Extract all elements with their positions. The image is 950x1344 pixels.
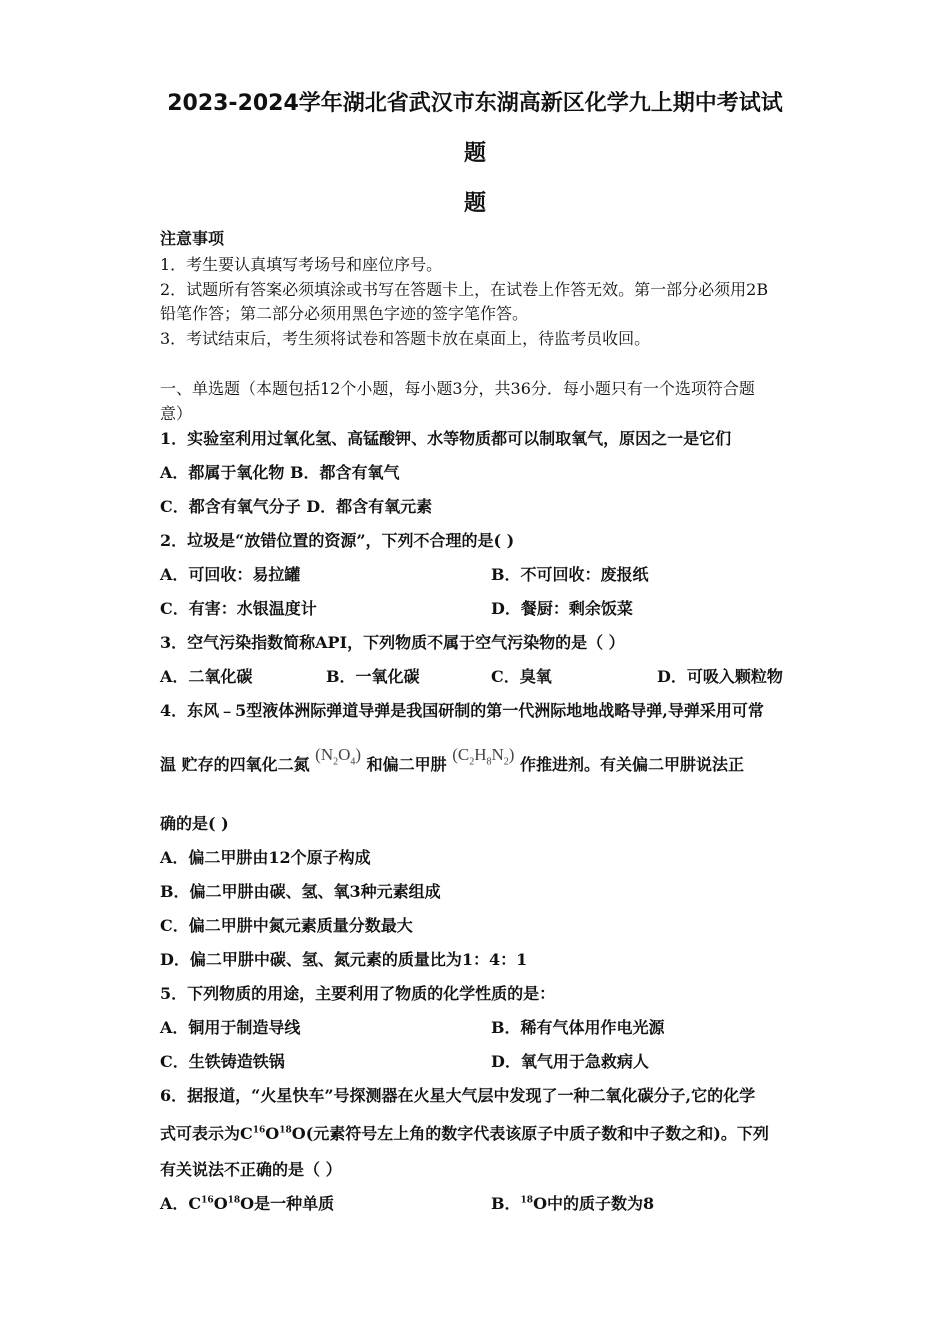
question-6-option-a-suffix: 是一种单质 xyxy=(254,1194,335,1213)
question-3-stem: 3．空气污染指数简称API，下列物质不属于空气污染物的是（ ） xyxy=(160,633,625,652)
question-6-stem-line-3: 有关说法不正确的是（ ） xyxy=(160,1160,342,1179)
question-4-option-b: B．偏二甲肼由碳、氢、氧3种元素组成 xyxy=(160,882,441,901)
question-2-option-a: A．可回收：易拉罐 xyxy=(160,565,301,584)
question-5-option-d: D．氧气用于急救病人 xyxy=(491,1052,649,1071)
question-3-option-c: C．臭氧 xyxy=(491,667,552,686)
question-4-text-a: 温 贮存的四氧化二氮 xyxy=(160,755,310,774)
question-2-option-d: D．餐厨：剩余饭菜 xyxy=(491,599,633,618)
section-heading-cont: 意） xyxy=(160,404,193,423)
question-4-option-d: D．偏二甲肼中碳、氢、氮元素的质量比为1：4：1 xyxy=(160,950,528,969)
question-6-text-b: (元素符号左上角的数字代表该原子中质子数和中子数之和)。下列 xyxy=(305,1124,769,1143)
exam-title-line-3: 题 xyxy=(463,191,486,216)
question-1-options-ab: A．都属于氧化物 B．都含有氧气 xyxy=(160,463,400,482)
question-5-stem: 5．下列物质的用途，主要利用了物质的化学性质的是： xyxy=(160,984,556,1003)
formula-co2-isotope: $C^{16}O^{18}O$ xyxy=(240,1124,306,1143)
question-2-option-b: B．不可回收：废报纸 xyxy=(491,565,649,584)
section-heading: 一、单选题（本题包括12个小题，每小题3分，共36分．每小题只有一个选项符合题 xyxy=(160,379,755,398)
question-6-option-b-suffix: 中的质子数为8 xyxy=(547,1194,655,1213)
question-2-option-c: C．有害：水银温度计 xyxy=(160,599,317,618)
question-6-stem-line-1: 6．据报道，“火星快车”号探测器在火星大气层中发现了一种二氧化碳分子,它的化学 xyxy=(160,1086,756,1105)
question-6-option-b-prefix: B． xyxy=(491,1194,521,1213)
question-5-option-b: B．稀有气体用作电光源 xyxy=(491,1018,665,1037)
exam-title-line-1: 2023-2024学年湖北省武汉市东湖高新区化学九上期中考试试 xyxy=(167,91,783,116)
question-3-option-a: A．二氧化碳 xyxy=(160,667,253,686)
formula-n2o4: $(N_2O_4)$ xyxy=(315,745,362,768)
question-4-stem-line-3: 确的是( ) xyxy=(160,814,229,833)
notice-item-2-cont: 铅笔作答；第二部分必须用黑色字迹的签字笔作答。 xyxy=(160,304,529,323)
question-6-option-a-prefix: A． xyxy=(160,1194,189,1213)
question-4-stem-line-1: 4．东风﹣5型液体洲际弹道导弹是我国研制的第一代洲际地地战略导弹,导弹采用可常 xyxy=(160,701,764,720)
question-4-text-c: 作推进剂。有关偏二甲肼说法正 xyxy=(520,755,745,774)
question-1-options-cd: C．都含有氧气分子 D．都含有氧元素 xyxy=(160,497,433,516)
notice-heading: 注意事项 xyxy=(160,229,225,248)
formula-c2h8n2: $(C_2H_8N_2)$ xyxy=(452,745,515,768)
question-6-option-b: B．$^{18}$O中的质子数为8 xyxy=(491,1194,655,1213)
notice-item-2: 2．试题所有答案必须填涂或书写在答题卡上，在试卷上作答无效。第一部分必须用2B xyxy=(160,280,769,299)
notice-item-1: 1．考生要认真填写考场号和座位序号。 xyxy=(160,255,443,274)
question-3-option-b: B．一氧化碳 xyxy=(326,667,420,686)
question-5-option-c: C．生铁铸造铁锅 xyxy=(160,1052,285,1071)
notice-item-3: 3．考试结束后，考生须将试卷和答题卡放在桌面上，待监考员收回。 xyxy=(160,329,651,348)
question-6-text-a: 式可表示为 xyxy=(160,1124,241,1143)
question-6-option-a: A．$C^{16}O^{18}O$是一种单质 xyxy=(160,1194,335,1213)
question-3-option-d: D．可吸入颗粒物 xyxy=(657,667,783,686)
question-1-stem: 1．实验室利用过氧化氢、高锰酸钾、水等物质都可以制取氧气，原因之一是它们 xyxy=(160,429,732,448)
question-5-option-a: A．铜用于制造导线 xyxy=(160,1018,301,1037)
question-2-stem: 2．垃圾是“放错位置的资源”，下列不合理的是( ) xyxy=(160,531,515,550)
question-4-text-b: 和偏二甲肼 xyxy=(366,755,447,774)
exam-title-line-2: 题 xyxy=(463,141,486,166)
question-4-stem-line-2 xyxy=(160,745,745,777)
question-6-stem-line-2 xyxy=(160,1121,769,1144)
question-4-option-a: A．偏二甲肼由12个原子构成 xyxy=(160,848,371,867)
question-4-option-c: C．偏二甲肼中氮元素质量分数最大 xyxy=(160,916,413,935)
